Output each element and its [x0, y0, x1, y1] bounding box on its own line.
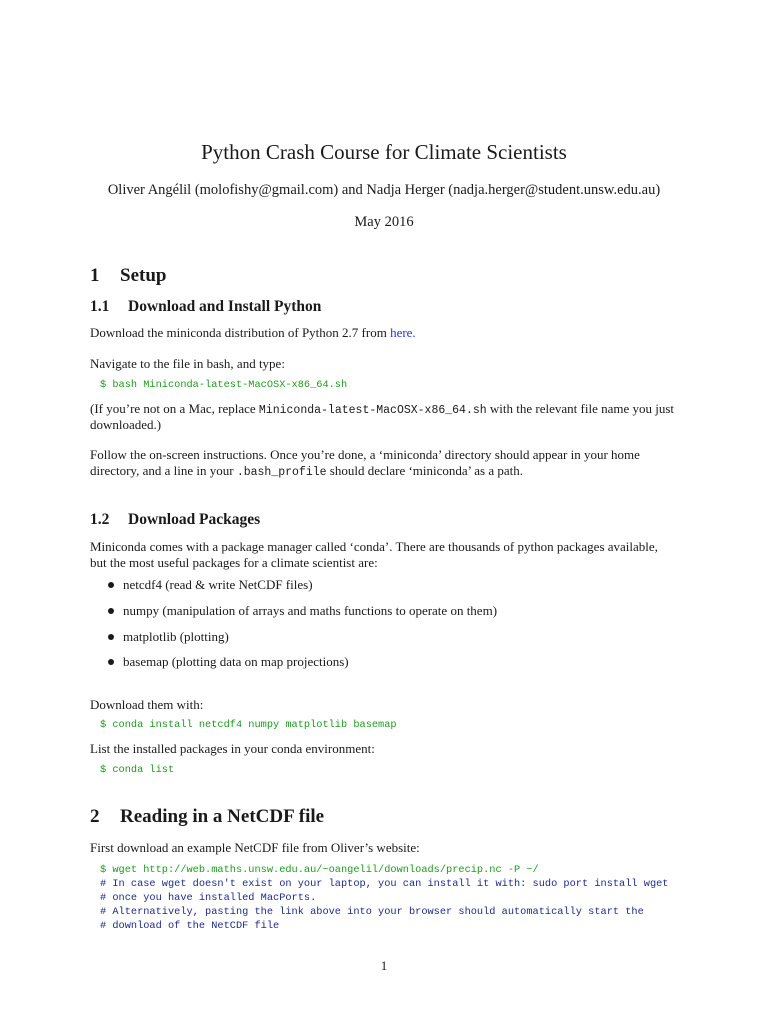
- code-conda-list: $ conda list: [100, 764, 175, 776]
- section-heading-netcdf: [90, 806, 324, 828]
- list-item-text: basemap (plotting data on map projections): [123, 654, 349, 669]
- section-title: Setup: [120, 265, 167, 286]
- subsection-heading-packages: [90, 511, 260, 529]
- page-number: 1: [380, 958, 388, 973]
- paragraph-text: Download the miniconda distribution of Python 2.7 from: [90, 325, 391, 340]
- list-item-text: netcdf4 (read & write NetCDF files): [123, 577, 313, 592]
- paragraph-conda-line1: Miniconda comes with a package manager called ‘conda’. There are thousands of python packages available,: [90, 539, 658, 554]
- code-comment-line: # download of the NetCDF file: [100, 920, 280, 932]
- paragraph-follow-line1: Follow the on-screen instructions. Once you’re done, a ‘miniconda’ directory should appear in your home: [90, 447, 640, 462]
- document-date: May 2016: [354, 214, 414, 230]
- code-conda-install: $ conda install netcdf4 numpy matplotlib basemap: [100, 719, 397, 731]
- subsection-heading-install: [90, 298, 321, 316]
- bullet-icon: [108, 608, 114, 614]
- list-item: [108, 654, 349, 670]
- section-number: 2: [90, 806, 100, 827]
- code-comment-line: # Alternatively, pasting the link above into your browser should automatically start the: [100, 906, 644, 918]
- subsection-title: Download and Install Python: [128, 298, 322, 315]
- here-link[interactable]: here.: [390, 325, 416, 340]
- inline-code-bash-profile: .bash_profile: [236, 466, 327, 479]
- subsection-number: 1.2: [90, 511, 110, 528]
- paragraph-text: (If you’re not on a Mac, replace: [90, 401, 259, 416]
- paragraph-not-mac-line2: downloaded.): [90, 417, 162, 432]
- code-comment-line: # In case wget doesn't exist on your laptop, you can install it with: sudo port install wget: [100, 878, 669, 890]
- subsection-title: Download Packages: [128, 511, 261, 528]
- paragraph-first-download: First download an example NetCDF file from Oliver’s website:: [90, 840, 420, 855]
- list-item-text: numpy (manipulation of arrays and maths functions to operate on them): [123, 603, 498, 618]
- paragraph-text: should declare ‘miniconda’ as a path.: [326, 463, 524, 478]
- list-item: [108, 629, 229, 645]
- code-wget-line: $ wget http://web.maths.unsw.edu.au/~oangelil/downloads/precip.nc -P ~/: [100, 864, 539, 876]
- paragraph-list-installed: List the installed packages in your conda environment:: [90, 741, 375, 756]
- section-title: Reading in a NetCDF file: [120, 806, 325, 827]
- section-number: 1: [90, 265, 100, 286]
- subsection-number: 1.1: [90, 298, 110, 315]
- paragraph-text: with the relevant file name you just: [486, 401, 675, 416]
- paragraph-download: [90, 324, 690, 341]
- code-comment-line: # once you have installed MacPorts.: [100, 892, 317, 904]
- paragraph-navigate: Navigate to the file in bash, and type:: [90, 356, 285, 371]
- paragraph-text: directory, and a line in your: [90, 463, 237, 478]
- section-heading-setup: [90, 265, 166, 287]
- code-bash-install: $ bash Miniconda-latest-MacOSX-x86_64.sh: [100, 379, 348, 391]
- document-title: Python Crash Course for Climate Scientists: [201, 140, 567, 164]
- bullet-icon: [108, 582, 114, 588]
- list-item: [108, 577, 313, 593]
- paragraph-conda-line2: but the most useful packages for a climate scientist are:: [90, 555, 378, 570]
- paragraph-download-them: Download them with:: [90, 697, 204, 712]
- list-item: [108, 603, 497, 619]
- paragraph-follow-line2: [90, 462, 690, 481]
- bullet-icon: [108, 659, 114, 665]
- list-item-text: matplotlib (plotting): [123, 629, 229, 644]
- authors-line: Oliver Angélil (molofishy@gmail.com) and Nadja Herger (nadja.herger@student.unsw.edu.au): [107, 182, 661, 198]
- inline-code-filename: Miniconda-latest-MacOSX-x86_64.sh: [258, 404, 487, 417]
- bullet-icon: [108, 634, 114, 640]
